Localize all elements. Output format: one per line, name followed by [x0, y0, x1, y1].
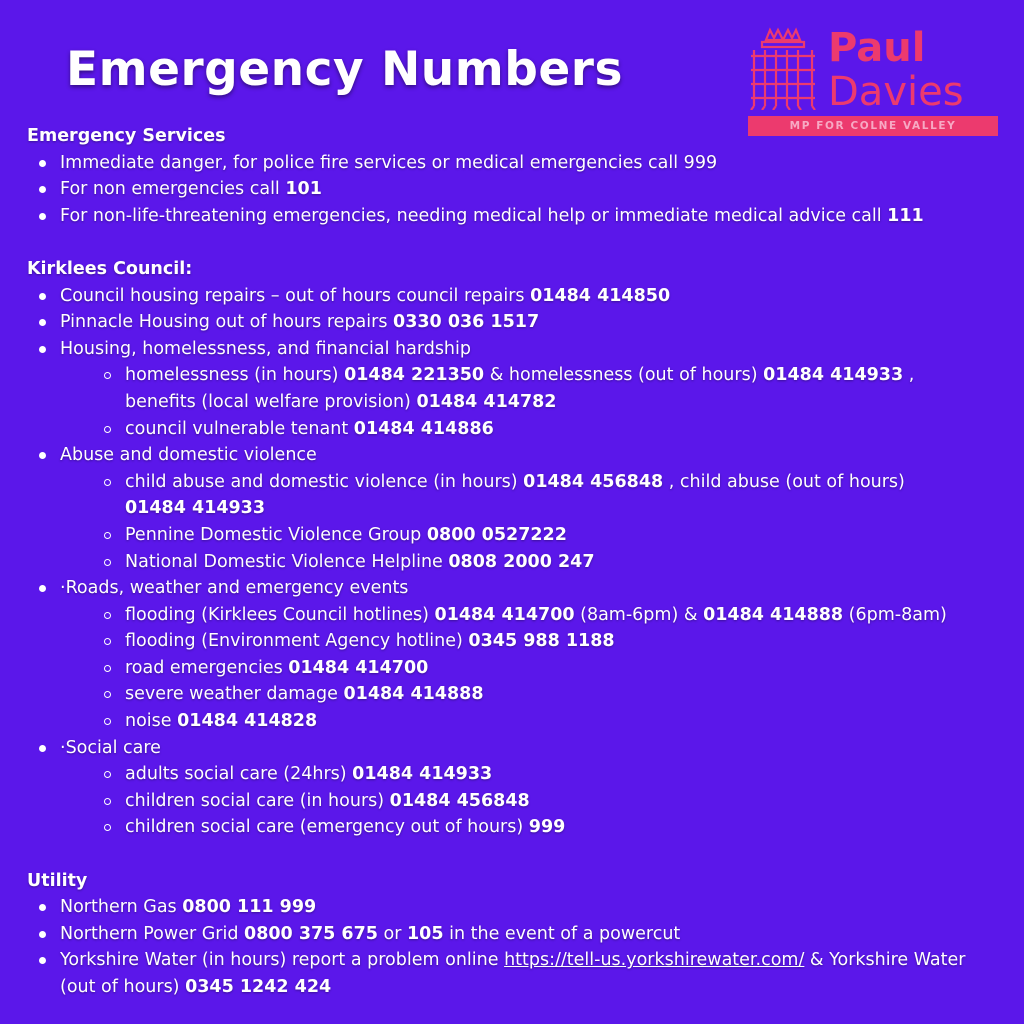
phone-number: 0800 375 675 — [244, 923, 378, 944]
logo-first-name: Paul — [828, 25, 926, 71]
phone-number: 01484 456848 — [389, 790, 530, 811]
sub-list-item: flooding (Environment Agency hotline) 0345 988 1188 — [60, 628, 967, 655]
main-content — [27, 123, 967, 1001]
sub-list — [60, 602, 967, 735]
phone-number: 0345 1242 424 — [185, 977, 332, 997]
yorkshire-water-link[interactable]: https://tell-us.yorkshirewater.com/ — [504, 950, 805, 971]
kirklees-list — [27, 283, 967, 841]
phone-number: 111 — [887, 205, 924, 226]
sub-list — [60, 761, 967, 841]
emergency-services-list — [27, 150, 967, 230]
section-heading-kirklees: Kirklees Council: — [27, 258, 193, 279]
list-item: ·Roads, weather and emergency events flooding (Kirklees Council hotlines) 01484 414700 (8am-6pm) & 01484 414888 (6pm-8am) flooding (Environment Agency hotline) 0345 988 1188 road emergencies 01484 414700 severe weather damage 01484 414888 noise 01484 414828 — [27, 575, 967, 735]
phone-number: 105 — [407, 923, 444, 944]
phone-number: 0800 0527222 — [426, 524, 567, 545]
list-item: Yorkshire Water (in hours) report a problem online https://tell-us.yorkshirewater.com/ & Yorkshire Water (out of hours) 0345 1242 424 — [27, 947, 967, 1000]
mp-logo — [748, 26, 1000, 138]
sub-list — [60, 362, 967, 442]
phone-number: 0345 988 1188 — [468, 631, 615, 652]
list-item: Northern Power Grid 0800 375 675 or 105 in the event of a powercut — [27, 921, 967, 948]
sub-list-item: children social care (emergency out of hours) 999 — [60, 814, 967, 841]
phone-number: 101 — [285, 179, 322, 200]
logo-constituency-strip: MP FOR COLNE VALLEY — [748, 116, 998, 136]
list-item: For non emergencies call 101 — [27, 176, 967, 203]
phone-number: 01484 456848 — [523, 471, 664, 492]
portcullis-icon — [748, 26, 818, 110]
sub-list-item: homelessness (in hours) 01484 221350 & homelessness (out of hours) 01484 414933 , benefits (local welfare provision) 01484 414782 — [60, 362, 967, 415]
list-item: Abuse and domestic violence child abuse and domestic violence (in hours) 01484 456848 , child abuse (out of hours) 01484 414933 Pennine Domestic Violence Group 0800 0527222 National Domestic Violence Helpline 0808 2000 247 — [27, 442, 967, 575]
sub-list-item: adults social care (24hrs) 01484 414933 — [60, 761, 967, 788]
list-item: Housing, homelessness, and financial hardship homelessness (in hours) 01484 221350 & homelessness (out of hours) 01484 414933 , benefits (local welfare provision) 01484 414782 council vulnerable tenant 01484 414886 — [27, 336, 967, 442]
spacer — [27, 229, 967, 256]
list-item: Northern Gas 0800 111 999 — [27, 894, 967, 921]
page-title: Emergency Numbers — [66, 42, 623, 97]
list-item: Pinnacle Housing out of hours repairs 0330 036 1517 — [27, 309, 967, 336]
sub-list-item: noise 01484 414828 — [60, 708, 967, 735]
sub-list-item: National Domestic Violence Helpline 0808 2000 247 — [60, 549, 967, 576]
sub-list — [60, 469, 967, 575]
phone-number: 0330 036 1517 — [393, 312, 540, 333]
phone-number: 01484 414886 — [353, 418, 494, 439]
phone-number: 01484 221350 — [344, 365, 485, 386]
sub-list-item: child abuse and domestic violence (in hours) 01484 456848 , child abuse (out of hours) 01484 414933 — [60, 469, 967, 522]
spacer — [27, 841, 967, 868]
phone-number: 01484 414700 — [288, 657, 429, 678]
utility-list — [27, 894, 967, 1000]
sub-list-item: severe weather damage 01484 414888 — [60, 681, 967, 708]
sub-list-item: children social care (in hours) 01484 456848 — [60, 788, 967, 815]
sub-list-item: council vulnerable tenant 01484 414886 — [60, 416, 967, 443]
phone-number: 01484 414888 — [703, 604, 844, 625]
list-item: For non-life-threatening emergencies, needing medical help or immediate medical advice call 111 — [27, 203, 967, 230]
section-heading-emergency-services: Emergency Services — [27, 126, 226, 146]
phone-number: 01484 414933 — [763, 365, 904, 386]
phone-number: 01484 414888 — [343, 684, 484, 705]
sub-list-item: road emergencies 01484 414700 — [60, 655, 967, 682]
phone-number: 0808 2000 247 — [448, 551, 595, 572]
section-heading-utility: Utility — [27, 870, 88, 891]
phone-number: 01484 414828 — [177, 711, 318, 732]
sub-list-item: Pennine Domestic Violence Group 0800 0527222 — [60, 522, 967, 549]
phone-number: 01484 414782 — [416, 391, 557, 412]
phone-number: 01484 414700 — [434, 604, 575, 625]
list-item: Immediate danger, for police fire services or medical emergencies call 999 — [27, 150, 967, 177]
list-item: Council housing repairs – out of hours council repairs 01484 414850 — [27, 283, 967, 310]
logo-last-name: Davies — [828, 69, 964, 115]
phone-number: 01484 414933 — [125, 498, 266, 519]
sub-list-item: flooding (Kirklees Council hotlines) 01484 414700 (8am-6pm) & 01484 414888 (6pm-8am) — [60, 602, 967, 629]
phone-number: 999 — [528, 817, 566, 838]
list-item: ·Social care adults social care (24hrs) 01484 414933 children social care (in hours) 01484 456848 children social care (emergency out of hours) 999 — [27, 735, 967, 841]
phone-number: 01484 414850 — [530, 285, 671, 306]
phone-number: 0800 111 999 — [182, 897, 317, 918]
phone-number: 01484 414933 — [352, 764, 493, 785]
